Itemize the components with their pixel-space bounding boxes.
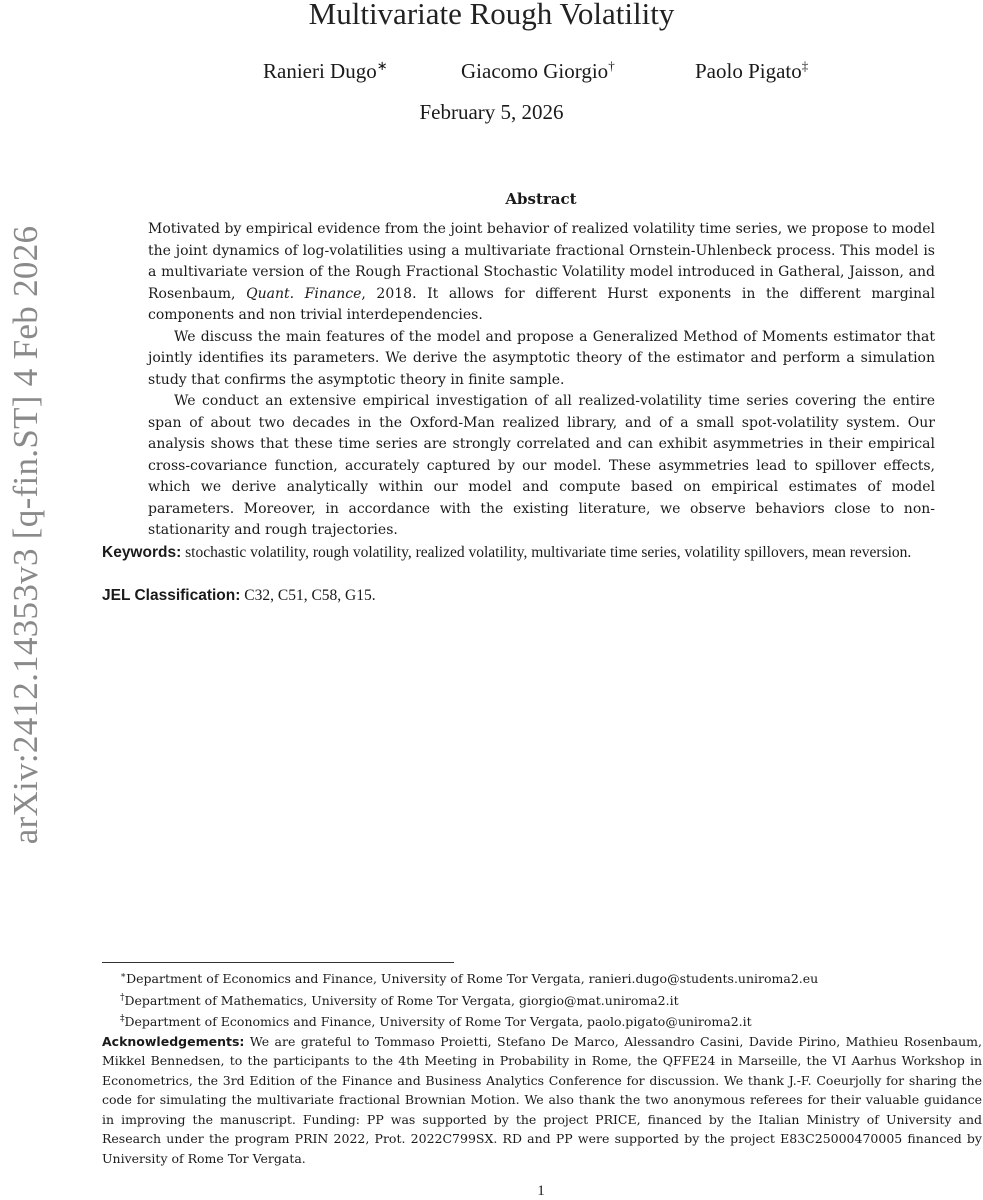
footnotes	[102, 967, 982, 1168]
keywords-label: Keywords:	[102, 544, 182, 561]
footnote-mark: ‡	[120, 1014, 125, 1025]
footnote-mark: †	[120, 992, 125, 1003]
page-number: 1	[537, 1183, 545, 1199]
arxiv-identifier-stamp[interactable]: arXiv:2412.14353v3 [q-fin.ST] 4 Feb 2026	[6, 225, 45, 845]
acknowledgements	[102, 1032, 982, 1169]
abstract-p1-text: Motivated by empirical evidence from the joint behavior of realized volatility time series, we propose to model the joint dynamics of log-volatilities using a multivariate fractional Ornstein-Uhlenbeck process. This model is a multivariate version of the Rough Fractional Stochastic Volatility model introduced in Gatheral, Jaisson, and Rosenbaum,	[148, 221, 935, 302]
footnote-mark: ∗	[120, 971, 127, 981]
footnote-divider	[102, 962, 454, 963]
jel-codes: C32, C51, C58, G15.	[244, 587, 376, 604]
abstract-paragraph-3: We conduct an extensive empirical investigation of all realized-volatility time series covering the entire span of about two decades in the Oxford-Man realized library, and of a small spot-volatility system. Our analysis shows that these time series are strongly correlated and can exhibit asymmetries in their empirical cross-covariance function, accurately captured by our model. These asymmetries lead to spillover effects, which we derive analytically within our model and compute based on empirical estimates of model parameters. Moreover, in accordance with the existing literature, we observe behaviors close to non-stationarity and rough trajectories.	[148, 393, 935, 538]
jel-classification-line	[102, 587, 376, 605]
paper-date: February 5, 2026	[419, 100, 564, 124]
footnote-affiliation-3	[102, 1010, 982, 1032]
footnote-text: Department of Economics and Finance, University of Rome Tor Vergata, paolo.pigato@uniroma2.it	[124, 1014, 752, 1030]
paper-title: Multivariate Rough Volatility	[308, 0, 675, 31]
acknowledgements-text: We are grateful to Tommaso Proietti, Stefano De Marco, Alessandro Casini, Davide Pirino, Mathieu Rosenbaum, Mikkel Bennedsen, to the participants to the 4th Meeting in Probability in Rome, the QFFE24 in Marseille, the VI Aarhus Workshop in Econometrics, the 3rd Edition of the Finance and Business Analytics Conference for discussion. We thank J.-F. Coeurjolly for sharing the code for simulating the multivariate fractional Brownian Motion. We also thank the two anonymous referees for their valuable guidance in improving the manuscript. Funding: PP was supported by the project PRICE, financed by the Italian Ministry of University and Research under the program PRIN 2022, Prot. 2022C799SX. RD and PP were supported by the project E83C25000470005 financed by University of Rome Tor Vergata.	[102, 1033, 982, 1166]
author-name: Ranieri Dugo	[263, 59, 377, 83]
author-3	[695, 58, 808, 84]
keywords-text: stochastic volatility, rough volatility, realized volatility, multivariate time series, volatility spillovers, mean reversion.	[185, 544, 912, 561]
abstract-heading: Abstract	[505, 190, 577, 208]
author-footnote-mark: †	[608, 58, 615, 73]
abstract-p1-text-end: , 2018. It allows for different Hurst exponents in the different marginal components and non trivial interdependencies.	[148, 285, 935, 323]
abstract-paragraph-2: We discuss the main features of the model and propose a Generalized Method of Moments estimator that jointly identifies its parameters. We derive the asymptotic theory of the estimator and perform a simulation study that confirms the asymptotic theory in finite sample.	[148, 328, 935, 388]
author-name: Paolo Pigato	[695, 59, 802, 83]
author-2	[461, 58, 615, 84]
author-footnote-mark: ‡	[801, 58, 809, 73]
footnote-affiliation-1	[102, 967, 982, 989]
acknowledgements-label: Acknowledgements:	[102, 1033, 245, 1049]
footnote-text: Department of Economics and Finance, University of Rome Tor Vergata, ranieri.dugo@students.uniroma2.eu	[126, 971, 819, 987]
keywords-line	[102, 542, 981, 564]
author-footnote-mark: ∗	[376, 58, 388, 73]
jel-label: JEL Classification:	[102, 587, 241, 604]
footnote-text: Department of Mathematics, University of Rome Tor Vergata, giorgio@mat.uniroma2.it	[124, 992, 679, 1008]
journal-name: Quant. Finance	[246, 285, 362, 302]
author-1	[263, 58, 388, 84]
footnote-affiliation-2	[102, 989, 982, 1011]
abstract-body	[148, 219, 935, 542]
author-name: Giacomo Giorgio	[461, 59, 609, 83]
abstract-paragraph-1	[148, 219, 935, 327]
